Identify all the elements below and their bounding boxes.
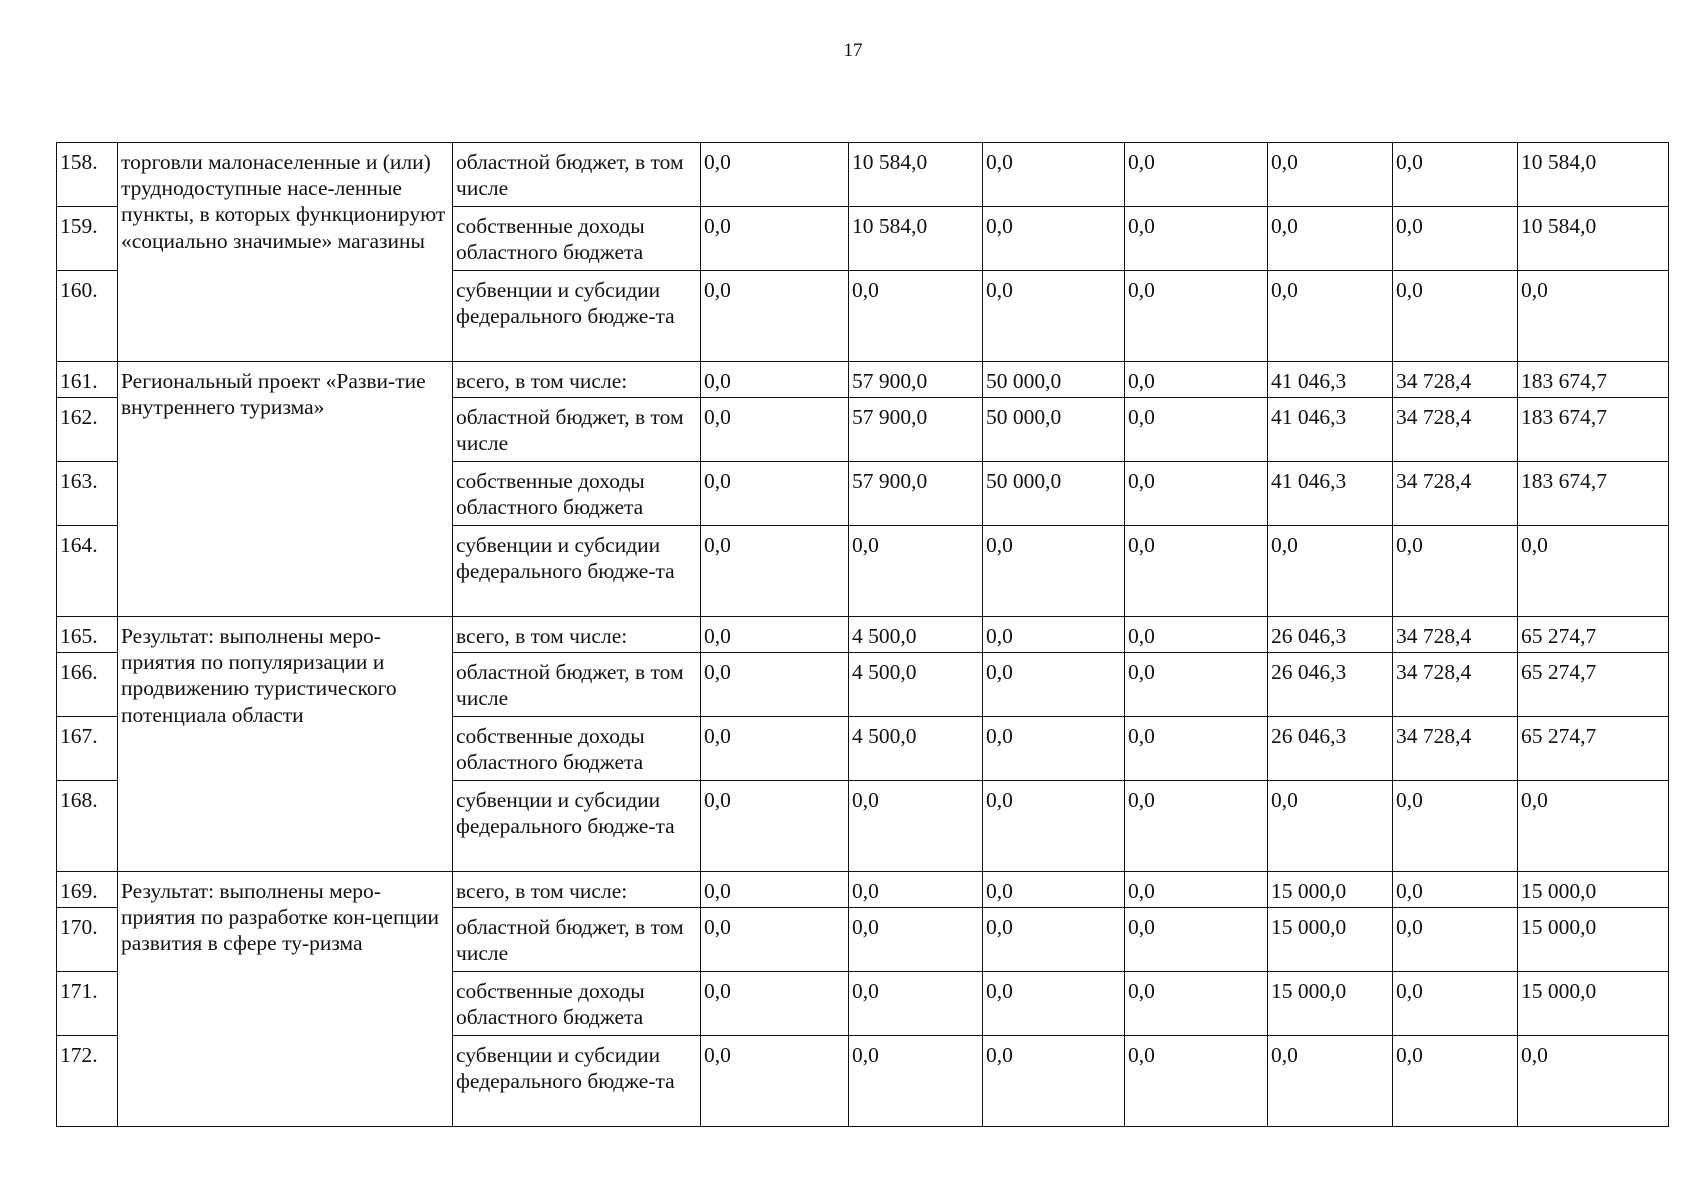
amount-cell: 0,0 <box>701 653 849 717</box>
amount-cell: 0,0 <box>1125 362 1268 398</box>
amount-cell: 0,0 <box>983 781 1125 872</box>
amount-cell: 15 000,0 <box>1268 972 1393 1036</box>
budget-table <box>56 142 1669 1127</box>
amount-cell: 0,0 <box>701 207 849 271</box>
amount-cell: 0,0 <box>983 653 1125 717</box>
amount-cell: 50 000,0 <box>983 462 1125 526</box>
amount-cell: 10 584,0 <box>1518 143 1669 207</box>
amount-cell: 65 274,7 <box>1518 617 1669 653</box>
amount-cell: 0,0 <box>1393 872 1518 908</box>
funding-source: всего, в том числе: <box>453 872 701 908</box>
amount-cell: 0,0 <box>1393 972 1518 1036</box>
row-number: 161. <box>57 362 118 398</box>
amount-cell: 0,0 <box>1393 143 1518 207</box>
row-number: 158. <box>57 143 118 207</box>
amount-cell: 0,0 <box>983 207 1125 271</box>
funding-source: всего, в том числе: <box>453 362 701 398</box>
amount-cell: 0,0 <box>1268 271 1393 362</box>
project-name: торговли малонаселенные и (или) труднодоступные насе-ленные пункты, в которых функционируют «социально значимые» магазины <box>118 143 453 362</box>
amount-cell: 57 900,0 <box>849 398 983 462</box>
row-number: 170. <box>57 908 118 972</box>
amount-cell: 57 900,0 <box>849 362 983 398</box>
funding-source: собственные доходы областного бюджета <box>453 972 701 1036</box>
amount-cell: 26 046,3 <box>1268 717 1393 781</box>
amount-cell: 0,0 <box>701 362 849 398</box>
table-row <box>57 617 1669 653</box>
table-row <box>57 362 1669 398</box>
amount-cell: 50 000,0 <box>983 398 1125 462</box>
amount-cell: 34 728,4 <box>1393 653 1518 717</box>
amount-cell: 0,0 <box>849 526 983 617</box>
amount-cell: 0,0 <box>701 526 849 617</box>
amount-cell: 0,0 <box>849 1036 983 1127</box>
row-number: 171. <box>57 972 118 1036</box>
amount-cell: 183 674,7 <box>1518 362 1669 398</box>
amount-cell: 183 674,7 <box>1518 398 1669 462</box>
funding-source: всего, в том числе: <box>453 617 701 653</box>
amount-cell: 0,0 <box>701 398 849 462</box>
row-number: 169. <box>57 872 118 908</box>
amount-cell: 0,0 <box>983 1036 1125 1127</box>
amount-cell: 0,0 <box>983 143 1125 207</box>
amount-cell: 34 728,4 <box>1393 362 1518 398</box>
amount-cell: 34 728,4 <box>1393 717 1518 781</box>
funding-source: областной бюджет, в том числе <box>453 398 701 462</box>
amount-cell: 65 274,7 <box>1518 717 1669 781</box>
funding-source: субвенции и субсидии федерального бюдже-та <box>453 271 701 362</box>
row-number: 166. <box>57 653 118 717</box>
amount-cell: 0,0 <box>1393 1036 1518 1127</box>
amount-cell: 50 000,0 <box>983 362 1125 398</box>
amount-cell: 0,0 <box>983 717 1125 781</box>
amount-cell: 0,0 <box>849 908 983 972</box>
funding-source: субвенции и субсидии федерального бюдже-та <box>453 781 701 872</box>
amount-cell: 0,0 <box>1393 781 1518 872</box>
funding-source: собственные доходы областного бюджета <box>453 207 701 271</box>
amount-cell: 0,0 <box>983 972 1125 1036</box>
amount-cell: 0,0 <box>701 143 849 207</box>
row-number: 172. <box>57 1036 118 1127</box>
amount-cell: 15 000,0 <box>1518 872 1669 908</box>
amount-cell: 15 000,0 <box>1518 972 1669 1036</box>
row-number: 162. <box>57 398 118 462</box>
amount-cell: 34 728,4 <box>1393 617 1518 653</box>
project-name: Результат: выполнены меро-приятия по популяризации и продвижению туристического потенциала области <box>118 617 453 872</box>
funding-source: областной бюджет, в том числе <box>453 653 701 717</box>
amount-cell: 0,0 <box>849 872 983 908</box>
funding-source: собственные доходы областного бюджета <box>453 462 701 526</box>
page-number: 17 <box>843 40 863 61</box>
project-name: Региональный проект «Разви-тие внутреннего туризма» <box>118 362 453 617</box>
amount-cell: 0,0 <box>1125 617 1268 653</box>
amount-cell: 34 728,4 <box>1393 462 1518 526</box>
row-number: 160. <box>57 271 118 362</box>
amount-cell: 10 584,0 <box>849 207 983 271</box>
funding-source: областной бюджет, в том числе <box>453 143 701 207</box>
amount-cell: 41 046,3 <box>1268 362 1393 398</box>
amount-cell: 0,0 <box>1393 908 1518 972</box>
amount-cell: 0,0 <box>701 1036 849 1127</box>
amount-cell: 0,0 <box>1125 462 1268 526</box>
amount-cell: 0,0 <box>1125 143 1268 207</box>
amount-cell: 0,0 <box>1518 526 1669 617</box>
amount-cell: 4 500,0 <box>849 717 983 781</box>
amount-cell: 0,0 <box>849 781 983 872</box>
table-row <box>57 872 1669 908</box>
amount-cell: 0,0 <box>701 972 849 1036</box>
row-number: 167. <box>57 717 118 781</box>
amount-cell: 0,0 <box>1125 872 1268 908</box>
amount-cell: 0,0 <box>1268 1036 1393 1127</box>
amount-cell: 0,0 <box>701 271 849 362</box>
row-number: 165. <box>57 617 118 653</box>
amount-cell: 0,0 <box>701 462 849 526</box>
amount-cell: 0,0 <box>1393 526 1518 617</box>
amount-cell: 0,0 <box>1125 972 1268 1036</box>
amount-cell: 26 046,3 <box>1268 617 1393 653</box>
amount-cell: 183 674,7 <box>1518 462 1669 526</box>
row-number: 159. <box>57 207 118 271</box>
funding-source: собственные доходы областного бюджета <box>453 717 701 781</box>
amount-cell: 0,0 <box>701 717 849 781</box>
amount-cell: 0,0 <box>1125 781 1268 872</box>
amount-cell: 15 000,0 <box>1268 908 1393 972</box>
amount-cell: 0,0 <box>1393 207 1518 271</box>
amount-cell: 0,0 <box>1393 271 1518 362</box>
amount-cell: 0,0 <box>1125 526 1268 617</box>
amount-cell: 57 900,0 <box>849 462 983 526</box>
amount-cell: 0,0 <box>983 617 1125 653</box>
funding-source: областной бюджет, в том числе <box>453 908 701 972</box>
amount-cell: 0,0 <box>701 872 849 908</box>
amount-cell: 15 000,0 <box>1518 908 1669 972</box>
amount-cell: 0,0 <box>1268 207 1393 271</box>
amount-cell: 41 046,3 <box>1268 462 1393 526</box>
amount-cell: 0,0 <box>1518 781 1669 872</box>
row-number: 168. <box>57 781 118 872</box>
amount-cell: 0,0 <box>1125 908 1268 972</box>
funding-source: субвенции и субсидии федерального бюдже-та <box>453 1036 701 1127</box>
row-number: 164. <box>57 526 118 617</box>
amount-cell: 0,0 <box>983 271 1125 362</box>
amount-cell: 0,0 <box>849 271 983 362</box>
amount-cell: 0,0 <box>983 872 1125 908</box>
amount-cell: 15 000,0 <box>1268 872 1393 908</box>
amount-cell: 65 274,7 <box>1518 653 1669 717</box>
amount-cell: 10 584,0 <box>849 143 983 207</box>
amount-cell: 34 728,4 <box>1393 398 1518 462</box>
amount-cell: 0,0 <box>701 617 849 653</box>
amount-cell: 0,0 <box>849 972 983 1036</box>
amount-cell: 0,0 <box>1268 143 1393 207</box>
amount-cell: 0,0 <box>701 908 849 972</box>
amount-cell: 0,0 <box>1125 1036 1268 1127</box>
amount-cell: 0,0 <box>1125 271 1268 362</box>
amount-cell: 0,0 <box>1268 781 1393 872</box>
amount-cell: 4 500,0 <box>849 617 983 653</box>
amount-cell: 0,0 <box>1125 717 1268 781</box>
funding-source: субвенции и субсидии федерального бюдже-та <box>453 526 701 617</box>
amount-cell: 0,0 <box>983 908 1125 972</box>
project-name: Результат: выполнены меро-приятия по разработке кон-цепции развития в сфере ту-ризма <box>118 872 453 1127</box>
amount-cell: 0,0 <box>1518 271 1669 362</box>
row-number: 163. <box>57 462 118 526</box>
amount-cell: 0,0 <box>1125 653 1268 717</box>
amount-cell: 4 500,0 <box>849 653 983 717</box>
amount-cell: 10 584,0 <box>1518 207 1669 271</box>
amount-cell: 0,0 <box>1518 1036 1669 1127</box>
amount-cell: 41 046,3 <box>1268 398 1393 462</box>
amount-cell: 0,0 <box>983 526 1125 617</box>
amount-cell: 0,0 <box>701 781 849 872</box>
amount-cell: 0,0 <box>1125 398 1268 462</box>
amount-cell: 0,0 <box>1268 526 1393 617</box>
amount-cell: 26 046,3 <box>1268 653 1393 717</box>
table-row <box>57 143 1669 207</box>
amount-cell: 0,0 <box>1125 207 1268 271</box>
